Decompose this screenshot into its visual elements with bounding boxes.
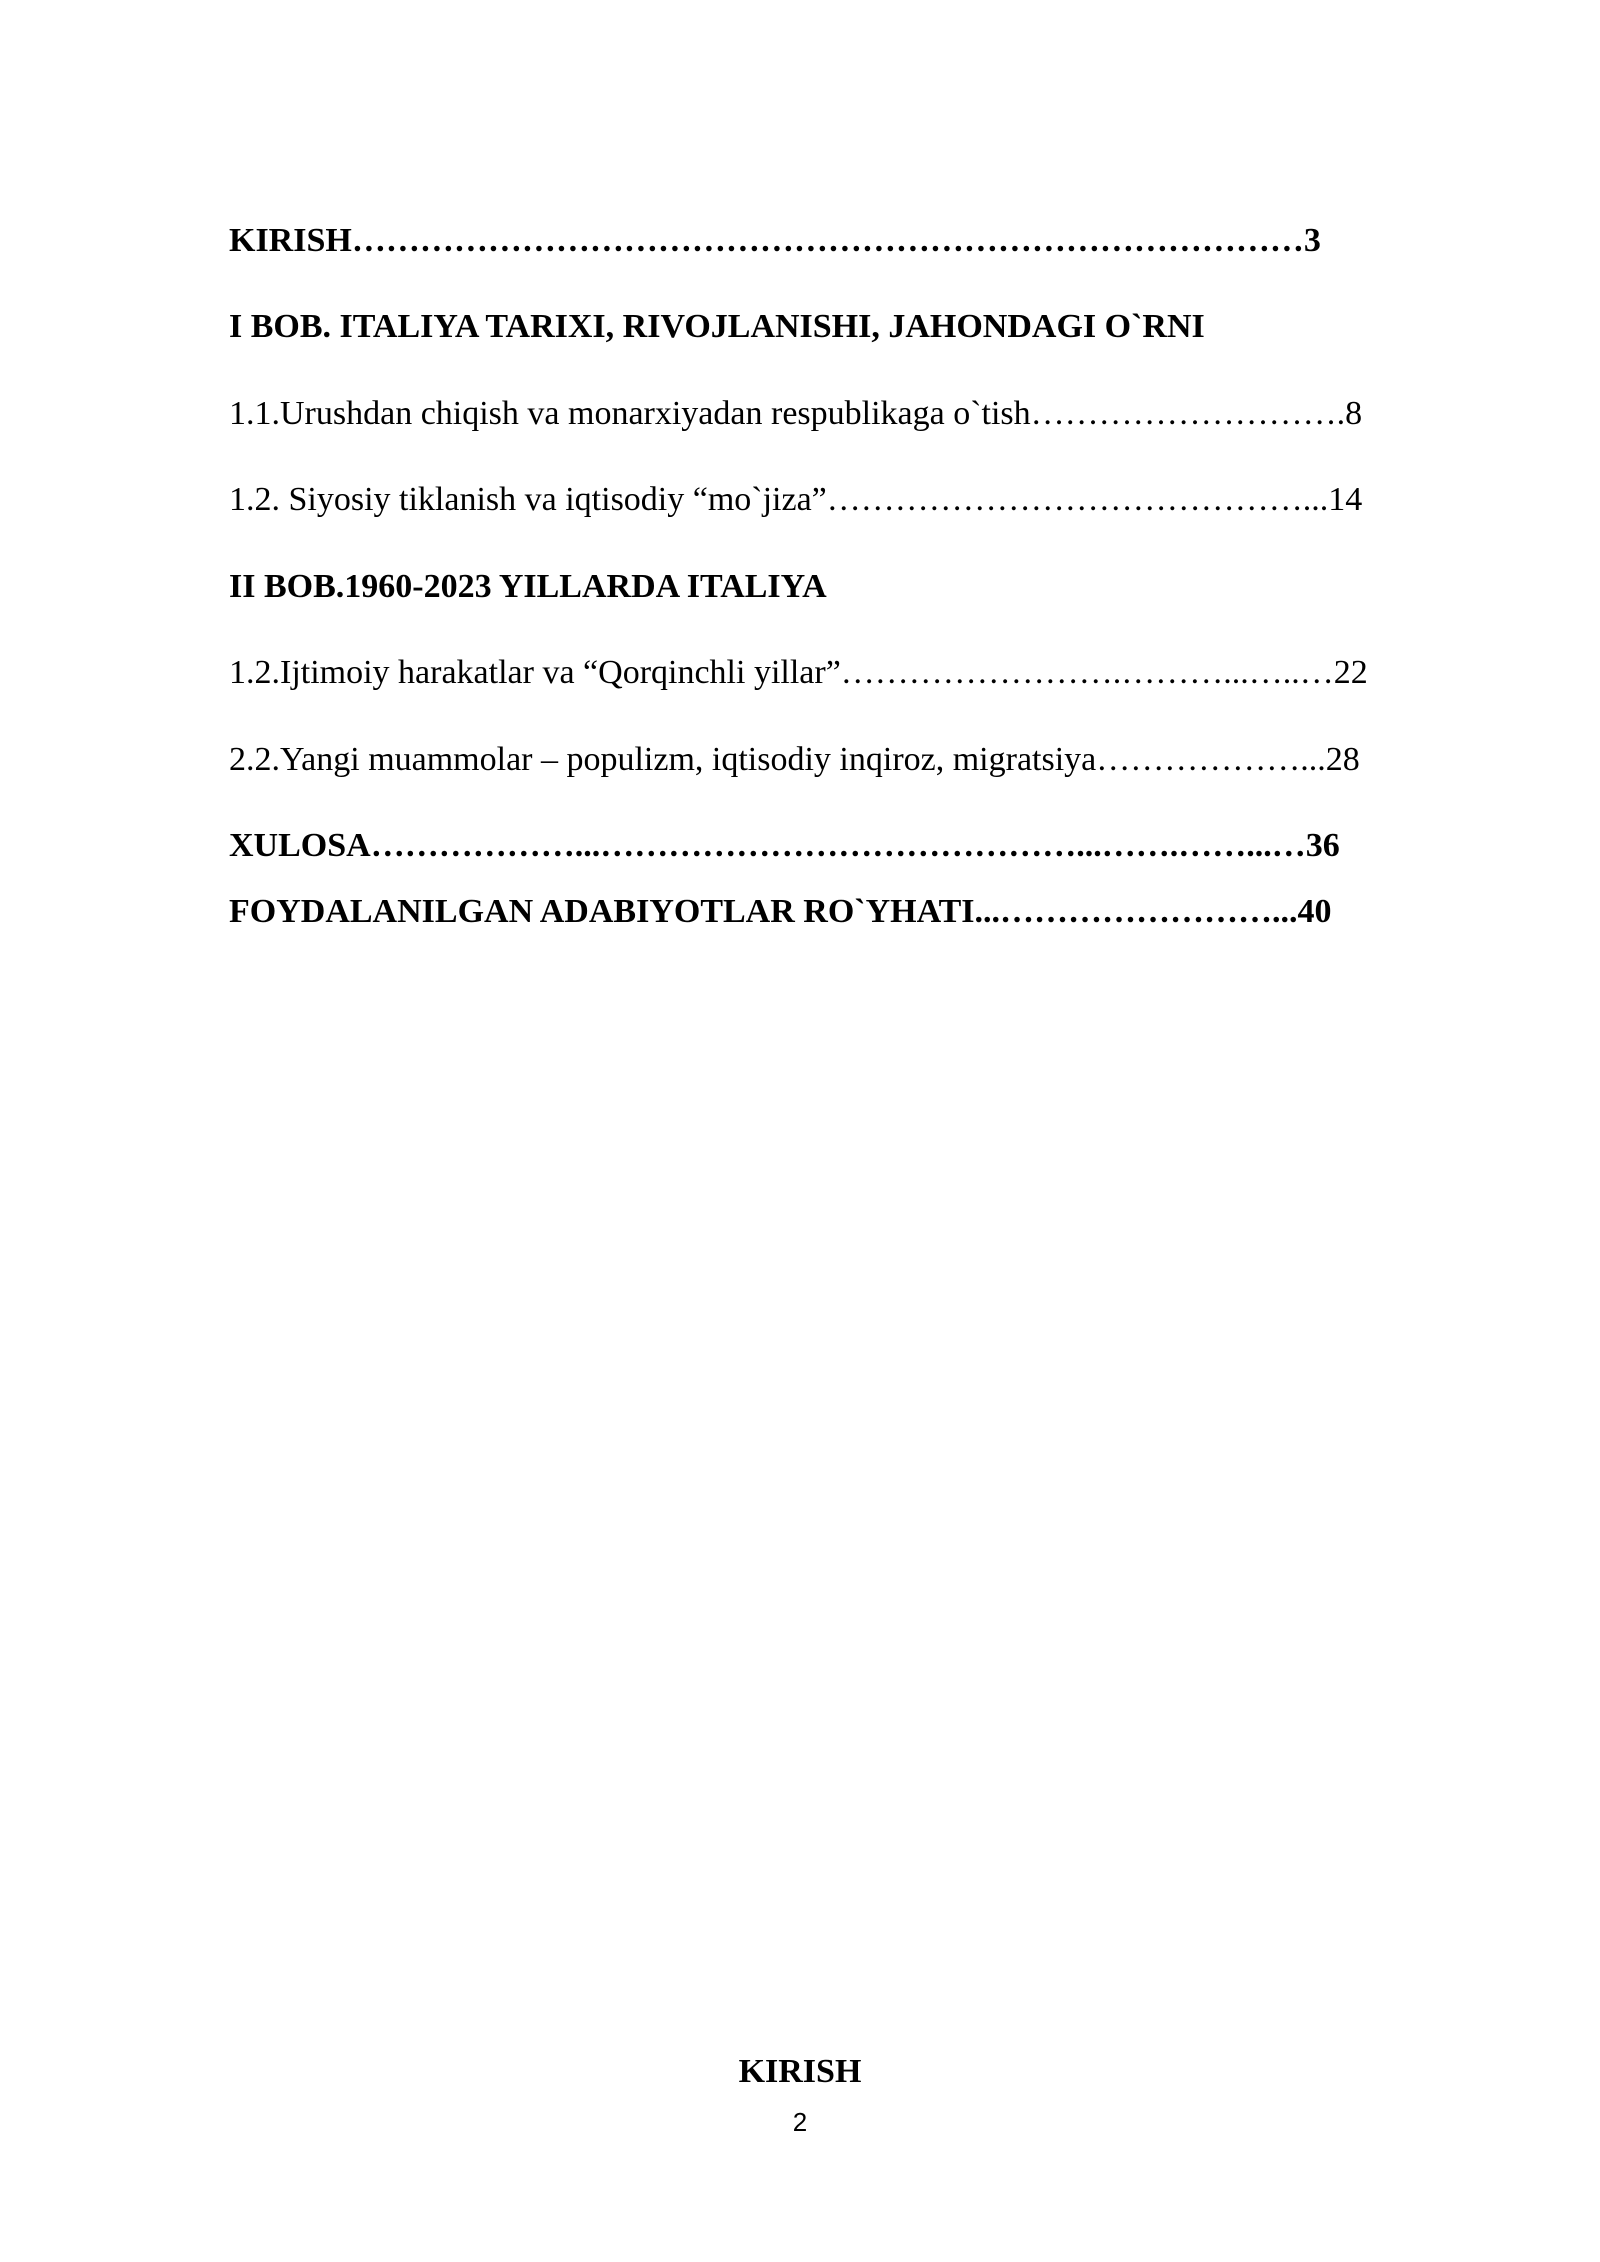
toc-entry-bibliography: FOYDALANILGAN ADABIYOTLAR RO`YHATI...……………………...40 [229, 893, 1332, 930]
toc-chapter-2-heading: II BOB.1960-2023 YILLARDA ITALIYA [229, 568, 827, 605]
toc-entry-1-2: 1.2. Siyosiy tiklanish va iqtisodiy “mo`jiza”……………………………………...14 [229, 481, 1363, 518]
toc-entry-2-2: 2.2.Yangi muammolar – populizm, iqtisodiy inqiroz, migratsiya………………...28 [229, 741, 1360, 778]
page-number: 2 [792, 2107, 808, 2137]
toc-entry-1-1: 1.1.Urushdan chiqish va monarxiyadan respublikaga o`tish……………………….8 [229, 395, 1363, 432]
section-heading-kirish: KIRISH [738, 2053, 862, 2090]
toc-chapter-1-heading: I BOB. ITALIYA TARIXI, RIVOJLANISHI, JAHONDAGI O`RNI [229, 308, 1205, 345]
toc-entry-xulosa: XULOSA………………...……………………………………...…….……...…36 [229, 827, 1340, 864]
toc-entry-2-1: 1.2.Ijtimoiy harakatlar va “Qorqinchli yillar”…………………….………...…..…22 [229, 654, 1368, 691]
toc-entry-kirish: KIRISH…………………………………………………………………………3 [229, 222, 1321, 259]
